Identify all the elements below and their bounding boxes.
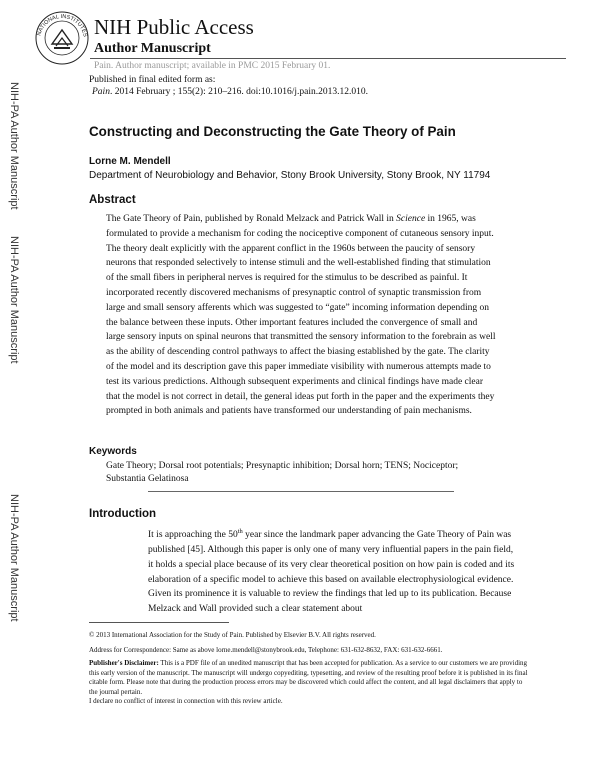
abstract-body xyxy=(106,212,498,419)
keywords-list: Gate Theory; Dorsal root potentials; Presynaptic inhibition; Dorsal horn; TENS; Nociceptor; Substantia Gelatinosa xyxy=(106,461,459,484)
header-divider xyxy=(90,58,566,59)
citation-details: . 2014 February ; 155(2): 210–216. doi:10.1016/j.pain.2013.12.010. xyxy=(109,87,369,97)
side-label-middle: NIH-PA Author Manuscript xyxy=(8,236,20,364)
abstract-text-2: in 1965, was formulated to provide a mechanism for coding the nociceptive component of cutaneous sensory input. The theory dealt explicitly with the apparent conflict in the 1960s between the paucity of sensory neurons that responded selectively to intense stimuli and the well-established finding that stimulation of the small fibers in peripheral nerves is required for the stimulus to be described as painful. It incorporated recently discovered mechanisms of presynaptic control of synaptic transmission from large and small sensory afferents which was suggested to “gate” incoming information depending on the balance between these inputs. Other important features included the convergence of small and large sensory inputs on spinal neurons that transmitted the sensory information to the forebrain as well as the ability of descending control pathways to affect the biasing established by the gate. The clarity of the model and its description gave this paper immediate visibility with numerous attempts made to test its various predictions. Although subsequent experiments and clinical findings have made clear that the model is not correct in detail, the general ideas put forth in the paper and the experiments they prompted in both animals and patients have transformed our understanding of pain mechanisms. xyxy=(106,214,496,417)
author-name: Lorne M. Mendell xyxy=(89,156,171,167)
abstract-text-1: The Gate Theory of Pain, published by Ronald Melzack and Patrick Wall in xyxy=(106,214,397,224)
keywords-heading: Keywords xyxy=(89,446,137,457)
availability-note: Pain. Author manuscript; available in PMC 2015 February 01. xyxy=(94,61,331,71)
copyright-note: © 2013 International Association for the Study of Pain. Published by Elsevier B.V. All rights reserved. xyxy=(89,631,376,639)
disclaimer-label: Publisher's Disclaimer: xyxy=(89,659,159,667)
abstract-journal: Science xyxy=(396,214,426,224)
intro-text-2: year since the landmark paper advancing the Gate Theory of Pain was published [45]. Although this paper is only one of many very influential papers in the pain field, it holds a special place because of its very clear theoretical position on how pain is coded and its elaboration of a specific model to achieve this based on available electrophysiological evidence. Given its prominence it is valuable to review the findings that led up to its publication. Because Melzack and Wall provided such a clear statement about xyxy=(148,530,515,615)
published-label: Published in final edited form as: xyxy=(89,75,216,85)
citation xyxy=(92,86,368,98)
introduction-body xyxy=(148,525,520,617)
conflict-statement: I declare no conflict of interest in connection with this review article. xyxy=(89,697,283,705)
side-label-top: NIH-PA Author Manuscript xyxy=(8,82,20,210)
footnote-divider xyxy=(89,622,229,623)
disclaimer-text: This is a PDF file of an unedited manuscript that has been accepted for publication. As a service to our customers we are providing this early version of the manuscript. The manuscript will undergo copyediting, typesetting, and review of the resulting proof before it is published in its final citable form. Please note that during the production process errors may be discovered which could affect the content, and all legal disclaimers that apply to the journal pertain. xyxy=(89,659,528,696)
svg-text:NATIONAL INSTITUTES OF HEALTH: NATIONAL INSTITUTES xyxy=(36,13,88,38)
author-affiliation: Department of Neurobiology and Behavior, Stony Brook University, Stony Brook, NY 11794 xyxy=(89,170,491,181)
side-label-bottom: NIH-PA Author Manuscript xyxy=(8,494,20,622)
nih-seal-icon xyxy=(34,10,90,66)
publisher-disclaimer xyxy=(89,659,529,697)
intro-superscript: th xyxy=(237,528,243,535)
author-manuscript-label: Author Manuscript xyxy=(94,41,211,56)
abstract-heading: Abstract xyxy=(89,194,136,206)
correspondence-note: Address for Correspondence: Same as above lorne.mendell@stonybrook.edu, Telephone: 631-632-8632, FAX: 631-632-6661. xyxy=(89,646,443,654)
intro-text-1: It is approaching the 50 xyxy=(148,530,238,541)
nih-logo xyxy=(34,10,90,66)
introduction-heading: Introduction xyxy=(89,508,157,520)
nih-public-access-title: NIH Public Access xyxy=(94,15,254,39)
keywords-divider xyxy=(148,491,454,492)
journal-name: Pain xyxy=(92,87,110,97)
article-title: Constructing and Deconstructing the Gate Theory of Pain xyxy=(89,124,456,139)
